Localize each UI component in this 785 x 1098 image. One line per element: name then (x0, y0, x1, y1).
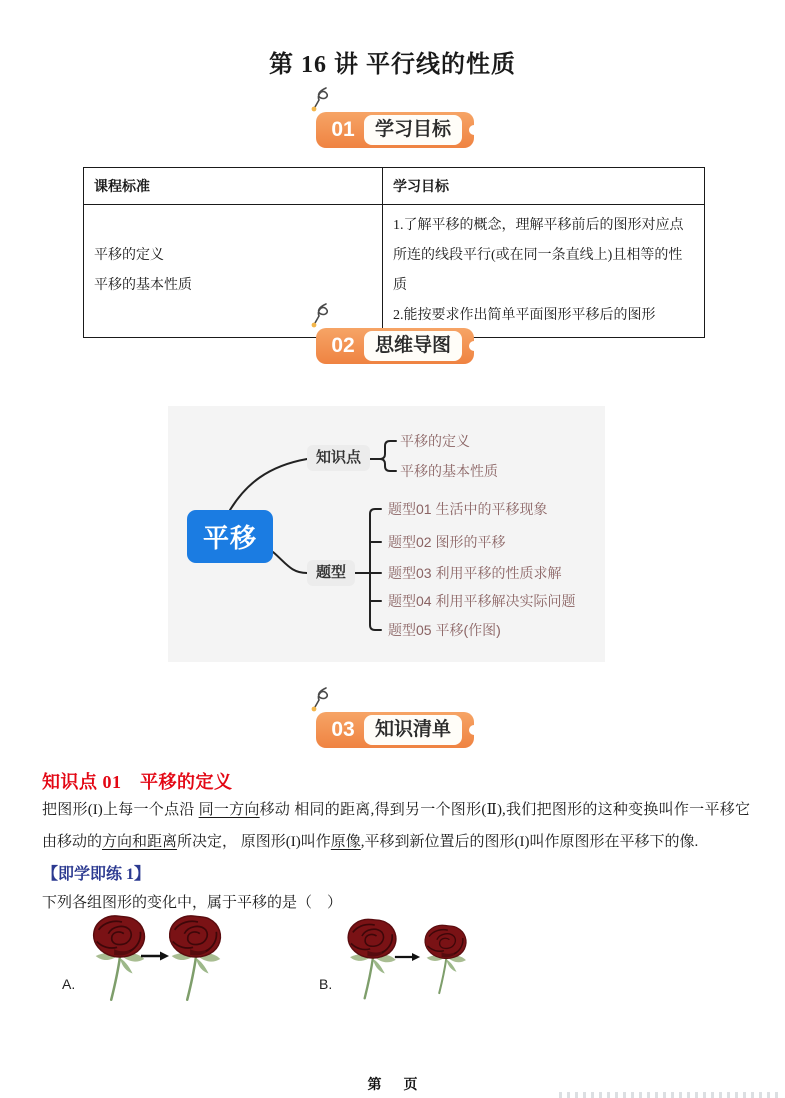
option-a-label: A. (62, 976, 76, 992)
mindmap-canvas (168, 406, 605, 662)
mindmap-root-node: 平移 (187, 510, 273, 563)
mindmap-branch-knowledge: 知识点 (307, 445, 370, 471)
definition-segment: 把图形(I)上每一个点沿 (42, 802, 199, 818)
mindmap-leaf: 题型04 利用平移解决实际问题 (388, 593, 576, 609)
mindmap-leaf: 题型02 图形的平移 (388, 534, 506, 550)
section-badge-knowledge-list (316, 712, 474, 748)
definition-segment-underlined: 同一方向 (198, 802, 260, 818)
goal-item-2: 2.能按要求作出简单平面图形平移后的图形 (393, 308, 656, 323)
section-badge-learning-goals (316, 112, 474, 148)
pin-squiggle-icon (308, 302, 338, 332)
rose-image (161, 912, 229, 1002)
definition-segment: 所决定， 原图形(I)叫作 (177, 834, 331, 850)
badge-label: 学习目标 (364, 115, 462, 145)
question-text: 下列各组图形的变化中，属于平移的是（ ） (42, 895, 343, 911)
page-footer (0, 1074, 785, 1094)
definition-segment: ,平移到新位置后的图形(I)叫作原图形在平移下的像. (360, 834, 699, 850)
header-learning-goal: 学习目标 (383, 168, 705, 205)
mindmap-leaf: 题型05 平移(作图) (388, 622, 501, 638)
mindmap-leaf: 题型01 生活中的平移现象 (388, 501, 548, 517)
option-b-label: B. (319, 976, 333, 992)
page-title: 第 16 讲 平行线的性质 (269, 52, 516, 78)
footer-label-ye: 页 (403, 1078, 418, 1093)
definition-segment: 移动 相同的距离,得到另一个图形(Ⅱ),我们把图形的这种变换叫作一平移它由移动的 (42, 802, 750, 850)
section-badge-mindmap (316, 328, 474, 364)
mindmap-branch-types: 题型 (307, 560, 355, 586)
definition-paragraph (42, 794, 750, 858)
mindmap-leaf: 题型03 利用平移的性质求解 (388, 565, 562, 581)
standard-line-2: 平移的基本性质 (94, 278, 192, 293)
objectives-table (83, 167, 705, 338)
cell-learning-goal (383, 205, 705, 338)
badge-number: 01 (331, 118, 355, 141)
badge-number: 02 (331, 334, 355, 357)
pin-squiggle-icon (308, 686, 338, 716)
badge-label: 知识清单 (364, 715, 462, 745)
mindmap-leaf: 平移的基本性质 (400, 463, 498, 479)
arrow-right-icon (394, 951, 421, 963)
goal-item-1: 1.了解平移的概念，理解平移前后的图形对应点所连的线段平行(或在同一条直线上)且相等的性质 (393, 218, 684, 293)
definition-segment-underlined: 原像 (330, 834, 361, 850)
header-course-standard: 课程标准 (84, 168, 383, 205)
table-header-row (84, 168, 705, 205)
rose-image-smaller (418, 921, 473, 996)
table-body-row (84, 205, 705, 338)
badge-label: 思维导图 (364, 331, 462, 361)
knowledge-point-heading: 知识点 01 平移的定义 (42, 772, 233, 792)
badge-number: 03 (331, 718, 355, 741)
footer-label-di: 第 (367, 1078, 382, 1093)
pin-squiggle-icon (308, 86, 338, 116)
mindmap-leaf: 平移的定义 (400, 433, 470, 449)
standard-line-1: 平移的定义 (94, 248, 164, 263)
definition-segment-underlined: 方向和距离 (102, 834, 178, 850)
clipped-watermark-text (559, 1092, 781, 1098)
practice-heading: 【即学即练 1】 (42, 866, 151, 883)
